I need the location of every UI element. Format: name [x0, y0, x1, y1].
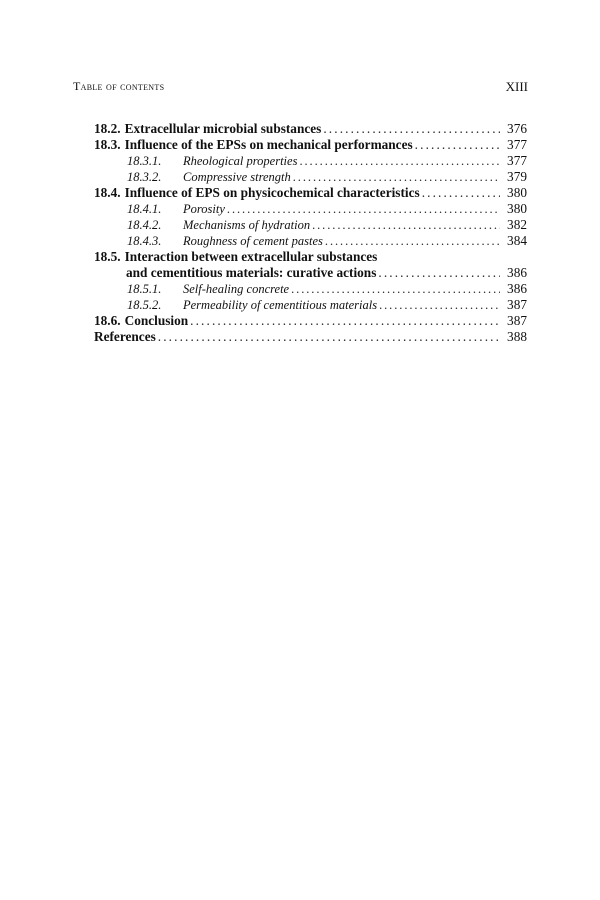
toc-entry[interactable]	[94, 121, 527, 137]
toc-entry-title: Extracellular microbial substances	[124, 121, 322, 136]
toc-entry-page: 377	[507, 137, 527, 152]
toc-subentry-number: 18.4.2.	[127, 218, 162, 232]
toc-entry[interactable]	[94, 185, 527, 201]
toc-subentry-number: 18.3.1.	[127, 154, 162, 168]
dot-leader	[190, 313, 500, 329]
toc-subentry-number: 18.4.3.	[127, 234, 162, 248]
toc-subentry-title: Permeability of cementitious materials	[183, 298, 378, 312]
toc-entry[interactable]	[94, 313, 527, 329]
toc-subentry-title: Mechanisms of hydration	[183, 218, 311, 232]
toc-subentry-page: 386	[507, 281, 527, 296]
dot-leader	[299, 153, 500, 169]
toc-entry-title-line1: Interaction between extracellular substances	[124, 249, 378, 264]
running-header	[73, 79, 528, 97]
dot-leader	[291, 281, 500, 297]
toc-subentry-title: Porosity	[183, 202, 225, 216]
toc-entry-page: 376	[507, 121, 527, 136]
toc-subentry-page: 382	[507, 217, 527, 232]
table-of-contents	[94, 121, 527, 345]
toc-subentry-number: 18.5.2.	[127, 298, 162, 312]
toc-subentry-title: Compressive strength	[183, 170, 291, 184]
toc-subentry-number: 18.3.2.	[127, 170, 162, 184]
toc-entry-number: 18.6.	[94, 313, 121, 328]
toc-entry[interactable]	[94, 249, 527, 265]
toc-subentry[interactable]	[94, 217, 527, 233]
toc-entry-number: 18.5.	[94, 249, 121, 264]
toc-entry-page: 387	[507, 313, 527, 328]
toc-subentry[interactable]	[94, 153, 527, 169]
dot-leader	[379, 297, 500, 313]
toc-subentry-number: 18.5.1.	[127, 282, 162, 296]
toc-entry-number: 18.3.	[94, 137, 121, 152]
toc-entry-title: Influence of EPS on physicochemical characteristics	[124, 185, 420, 200]
toc-entry-page: 380	[507, 185, 527, 200]
toc-subentry-title: Roughness of cement pastes	[183, 234, 323, 248]
toc-subentry-title: Rheological properties	[183, 154, 298, 168]
toc-entry-title: Conclusion	[124, 313, 189, 328]
dot-leader	[158, 329, 500, 345]
toc-subentry[interactable]	[94, 281, 527, 297]
toc-subentry-title: Self-healing concrete	[183, 282, 290, 296]
toc-entry-number: 18.4.	[94, 185, 121, 200]
toc-entry[interactable]	[94, 137, 527, 153]
dot-leader	[323, 121, 500, 137]
toc-entry-number: 18.2.	[94, 121, 121, 136]
dot-leader	[422, 185, 500, 201]
toc-entry-title: Influence of the EPSs on mechanical performances	[124, 137, 413, 152]
toc-subentry-page: 384	[507, 233, 527, 248]
dot-leader	[227, 201, 500, 217]
toc-subentry[interactable]	[94, 233, 527, 249]
dot-leader	[312, 217, 500, 233]
running-header-title: Table of contents	[73, 79, 165, 93]
toc-entry-title: References	[94, 329, 156, 344]
toc-entry-page: 388	[507, 329, 527, 344]
dot-leader	[325, 233, 500, 249]
page-number: XIII	[505, 79, 528, 94]
toc-entry-references[interactable]	[94, 329, 527, 345]
toc-subentry[interactable]	[94, 297, 527, 313]
toc-subentry-page: 387	[507, 297, 527, 312]
dot-leader	[415, 137, 500, 153]
toc-subentry-page: 377	[507, 153, 527, 168]
toc-entry-page: 386	[507, 265, 527, 280]
dot-leader	[378, 265, 500, 281]
toc-subentry-number: 18.4.1.	[127, 202, 162, 216]
toc-subentry-page: 380	[507, 201, 527, 216]
toc-entry-title-line2: and cementitious materials: curative actions	[126, 265, 377, 280]
toc-subentry-page: 379	[507, 169, 527, 184]
dot-leader	[293, 169, 500, 185]
toc-entry-continuation[interactable]	[94, 265, 527, 281]
toc-subentry[interactable]	[94, 169, 527, 185]
toc-subentry[interactable]	[94, 201, 527, 217]
